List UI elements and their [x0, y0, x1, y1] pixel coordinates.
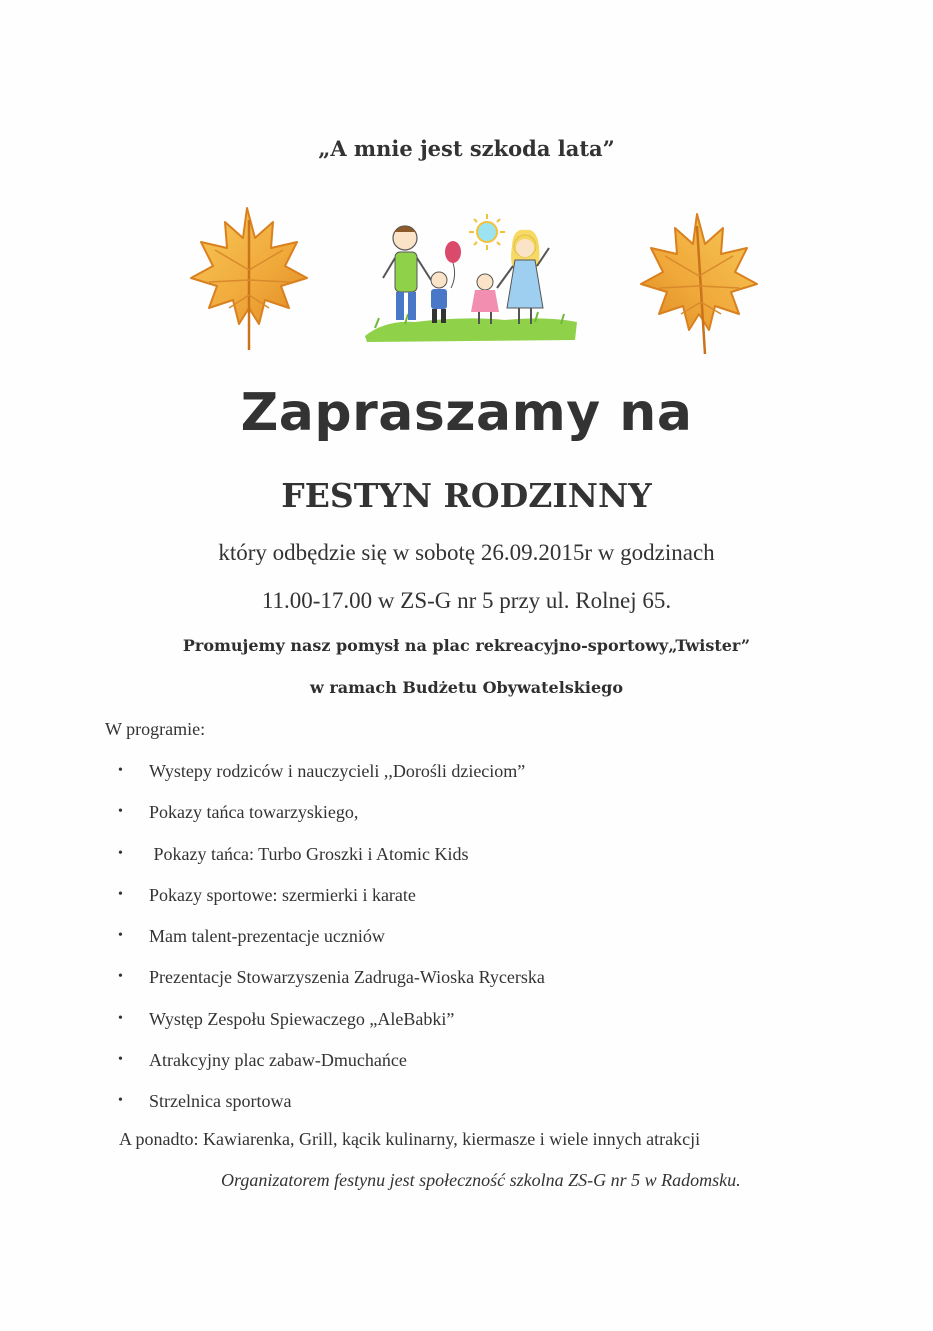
- program-list: [118, 759, 545, 1131]
- program-item-text: Wystepy rodziców i nauczycieli ,,Dorośli dzieciom”: [149, 761, 526, 781]
- list-item: [118, 800, 545, 841]
- list-item: [118, 1007, 545, 1048]
- maple-leaf-right-icon: [635, 208, 760, 358]
- program-item-text: Strzelnica sportowa: [149, 1091, 292, 1112]
- program-item-text: Mam talent-prezentacje uczniów: [149, 926, 385, 947]
- bullet-icon: •: [118, 886, 123, 902]
- headline-title: Zapraszamy na: [240, 383, 693, 443]
- program-item-text: Pokazy sportowe: szermierki i karate: [149, 884, 416, 905]
- bullet-icon: •: [118, 1052, 123, 1068]
- promo-line-2: w ramach Budżetu Obywatelskiego: [309, 678, 623, 697]
- program-item-text: Prezentacje Stowarzyszenia Zadruga-Wioska Rycerska: [149, 967, 545, 988]
- family-drawing-icon: [365, 208, 580, 343]
- program-item-text: Atrakcyjny plac zabaw-Dmuchańce: [149, 1050, 407, 1071]
- event-place-line: 11.00-17.00 w ZS-G nr 5 przy ul. Rolnej 65.: [261, 588, 672, 613]
- event-name: FESTYN RODZINNY: [281, 476, 652, 515]
- bullet-icon: •: [118, 804, 123, 820]
- organizer-note: Organizatorem festynu jest społeczność szkolna ZS-G nr 5 w Radomsku.: [221, 1170, 741, 1190]
- program-item-text: Pokazy tańca: Turbo Groszki i Atomic Kids: [149, 843, 469, 864]
- bullet-icon: •: [118, 969, 123, 985]
- bullet-icon: •: [118, 845, 123, 861]
- bullet-icon: •: [118, 1093, 123, 1109]
- list-item: [118, 1048, 545, 1089]
- list-item: [118, 1089, 545, 1130]
- list-item: [118, 759, 545, 800]
- list-item: [118, 965, 545, 1006]
- program-label: W programie:: [105, 719, 206, 739]
- list-item: [118, 842, 545, 883]
- extra-attractions: A ponadto: Kawiarenka, Grill, kącik kulinarny, kiermasze i wiele innych atrakcji: [119, 1129, 701, 1149]
- bullet-icon: •: [118, 1010, 123, 1026]
- maple-leaf-left-icon: [185, 200, 310, 355]
- bullet-icon: •: [118, 928, 123, 944]
- promo-line-1: Promujemy nasz pomysł na plac rekreacyjno-sportowy„Twister”: [182, 636, 751, 655]
- event-date-line: który odbędzie się w sobotę 26.09.2015r w godzinach: [218, 540, 715, 565]
- list-item: [118, 883, 545, 924]
- poster-motto: „A mnie jest szkoda lata”: [318, 136, 615, 161]
- program-item-text: Pokazy tańca towarzyskiego,: [149, 802, 359, 823]
- list-item: [118, 924, 545, 965]
- program-item-text: Występ Zespołu Spiewaczego „AleBabki”: [149, 1008, 455, 1029]
- bullet-icon: •: [118, 763, 123, 778]
